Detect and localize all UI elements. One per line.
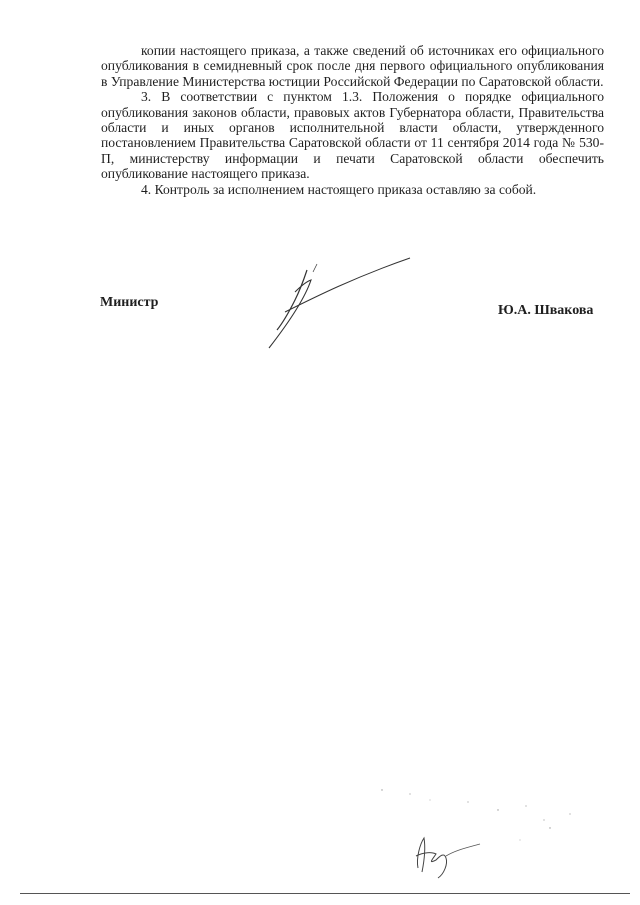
- paragraph-continuation: копии настоящего приказа, а также сведений об источниках его официального опубликования в семидневный срок после дня первого официального опубликования в Управление Министерства юстиции Российской Федерации по Саратовской области.: [101, 43, 604, 89]
- signer-position: Министр: [100, 295, 159, 310]
- scan-specks: [370, 780, 590, 880]
- document-body: [101, 43, 604, 197]
- handwritten-signature: [255, 252, 425, 352]
- paragraph-item-3: 3. В соответствии с пунктом 1.3. Положения о порядке официального опубликования законов области, правовых актов Губернатора области, Правительства области и иных органов исполнительной власти области, утвержденного постановлением Правительства Саратовской области от 11 сентября 2014 года № 530-П, министерству информации и печати Саратовской области обеспечить опубликование настоящего приказа.: [101, 89, 604, 182]
- signer-name: Ю.А. Швакова: [498, 303, 594, 318]
- paragraph-item-4: 4. Контроль за исполнением настоящего приказа оставляю за собой.: [141, 181, 537, 197]
- page-bottom-edge: [20, 893, 630, 894]
